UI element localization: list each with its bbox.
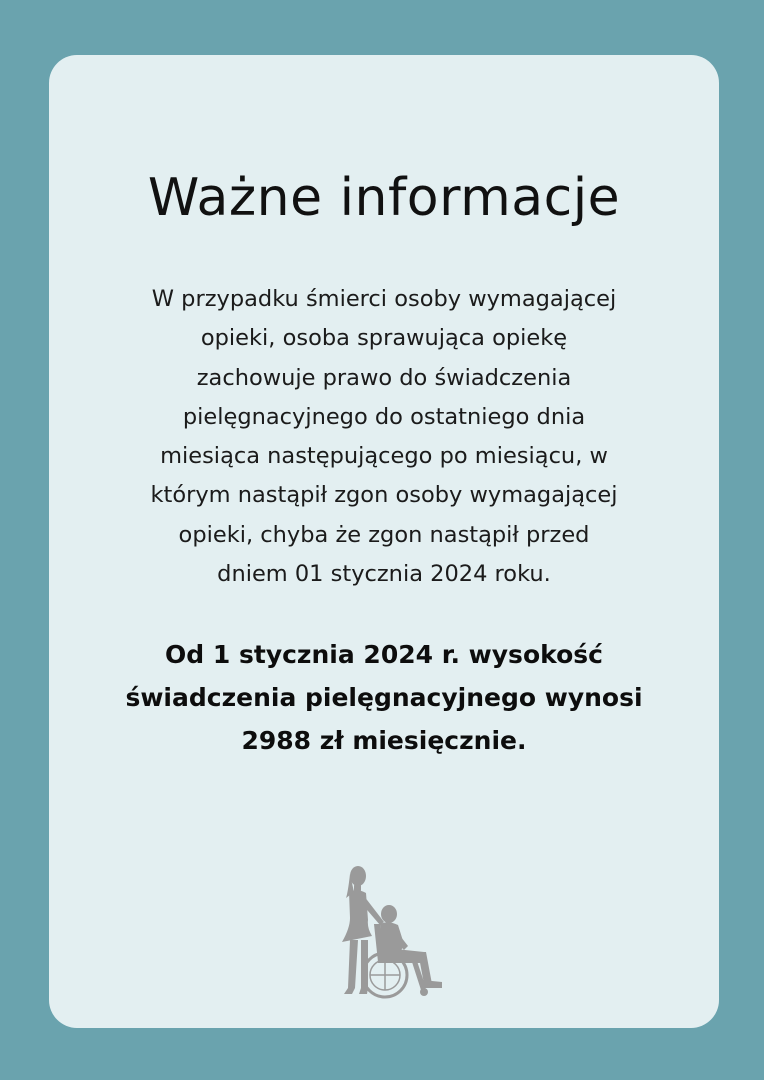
info-paragraph [109, 280, 659, 594]
paragraph-line: opieki, chyba że zgon nastąpił przed [178, 521, 590, 548]
paragraph-line: miesiąca następującego po miesiącu, w [160, 443, 608, 470]
paragraph-line: którym nastąpił zgon osoby wymagającej [150, 482, 618, 509]
highlight-line: 2988 zł miesięcznie. [241, 726, 527, 755]
paragraph-line: opieki, osoba sprawująca opiekę [200, 325, 568, 352]
paragraph-line: dniem 01 stycznia 2024 roku. [217, 561, 551, 588]
highlight-line: świadczenia pielęgnacyjnego wynosi [125, 683, 643, 712]
paragraph-line: zachowuje prawo do świadczenia [196, 364, 572, 391]
caregiver-pushing-wheelchair-icon [328, 862, 448, 1007]
highlight-line: Od 1 stycznia 2024 r. wysokość [165, 640, 603, 669]
paragraph-line: pielęgnacyjnego do ostatniego dnia [182, 403, 586, 430]
benefit-amount-highlight [79, 633, 689, 762]
paragraph-line: W przypadku śmierci osoby wymagającej [151, 286, 617, 312]
page-title: Ważne informacje [147, 168, 621, 228]
